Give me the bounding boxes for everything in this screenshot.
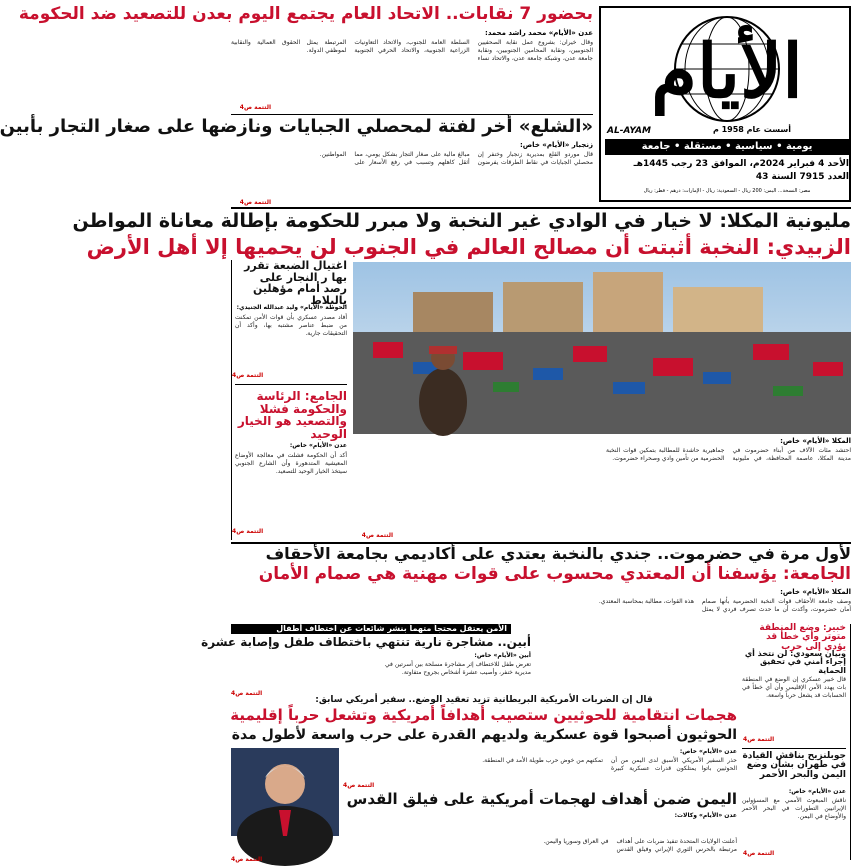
side-more: التتمة ص4 [743, 736, 775, 743]
ahqaf-headline-1: لأول مرة في حضرموت.. جندي بالنخبة يعتدي على أكاديمي بجامعة الأحقاف [265, 544, 851, 563]
houthi-headline-1: هجمات انتقامية للحوثيين ستصيب أهدافاً أمريكية وتشعل حرباً إقليمية [230, 706, 737, 724]
abyan-more: التتمة ص4 [231, 690, 263, 697]
masthead-price: مصر: النسخة... اليمن: 200 ريال - السعودية: ريال - الإمارات: درهم - قطر: ريال [643, 188, 811, 194]
rally-photo [353, 262, 851, 434]
houthi-source: عدن «الأيام» خاص: [679, 748, 737, 755]
side2-more: التتمة ص4 [743, 850, 775, 857]
masthead-tagline: يومية • سياسية • مستقلة • جامعة [605, 139, 849, 155]
main-headline-1: مليونية المكلا: لا خيار في الوادي غير النخبة ولا مبرر للحكومة بإطالة معاناة المواطن [72, 210, 851, 232]
divider [231, 114, 593, 115]
houthi-more: التتمة ص4 [343, 782, 375, 789]
side-headline-2: وبيان سعودي: لن نتخذ أي إجراء أمني في تحقيق الحماية [744, 649, 846, 675]
side2-body: ناقش المبعوث الأممي مع المسؤولين الإيرانيين التطورات في البحر الأحمر والأوضاع في اليمن. [742, 797, 846, 820]
traders-body: قال موردو القلع بمديرية زنجبار وخنفر إن محصلي الجبايات في نقاط الطرقات يفرضون مبالغ مالية على صغار التجار بشكل يومي، مما أثقل كاهلهم وتسبب في رفع الأسعار على المواطنين. [319, 151, 593, 166]
mahra-more: التتمة ص4 [232, 372, 264, 379]
top-story-source: عدن «الأيام» محمد راشد محمد: [485, 29, 593, 37]
mahra-headline: اغتيال الضبعة تقرر بها ر النجار على رصد أمام مؤهلين بالبلاط [244, 259, 347, 307]
side2-source: عدن «الأيام» خاص: [788, 788, 846, 795]
right-side-column [741, 624, 851, 860]
top-story-more: التتمة ص4 [239, 104, 271, 111]
quds-more: التتمة ص4 [231, 856, 263, 863]
left-column [231, 260, 351, 540]
side-headline-1: خبير: وضع المنطقة متوتر وأي خطأ قد يؤدي إلى حرب [759, 623, 846, 652]
nation-source: عدن «الأيام» خاص: [289, 442, 347, 449]
quds-body: أعلنت الولايات المتحدة تنفيذ ضربات على أهداف مرتبطة بالحرس الثوري الإيراني وفيلق القدس في العراق وسوريا واليمن. [543, 838, 737, 853]
nation-body: أكد أن الحكومة فشلت في معالجة الأوضاع المعيشية المتدهورة وأن الشارع الجنوبي سيتخذ الخيار الوحيد للتصعيد. [235, 452, 347, 475]
divider [742, 748, 846, 749]
traders-headline: «الشلع» أخر لفتة لمحصلي الجبايات ونازضها على صغار التجار بأبين [0, 116, 593, 137]
masthead-issue: العدد 7915 السنة 43 [755, 172, 849, 182]
ahqaf-body: وصف جامعة الأحقاف قوات النخبة الحضرمية بأنها صمام أمان حضرموت، وأكدت أن ما حدث تصرف فردي لا يمثل هذه القوات، مطالبة بمحاسبة المعتدي. [598, 598, 851, 613]
divider [231, 207, 851, 209]
traders-source: زنجبار «الأيام» خاص: [519, 141, 593, 149]
masthead-date: الأحد 4 فبراير 2024م، الموافق 23 رجب 1445هـ [633, 159, 849, 169]
houthi-body: حذر السفير الأمريكي الأسبق لدى اليمن من أن الحوثيين باتوا يمتلكون قدرات عسكرية كبيرة تمكنهم من خوض حرب طويلة الأمد في المنطقة. [482, 757, 737, 772]
masthead-name: الأيام [651, 29, 803, 115]
side-body: قال خبير عسكري إن الوضع في المنطقة بات يهدد الأمن الإقليمي وأن أي خطأ في الحسابات قد يشعل حرباً واسعة. [742, 676, 846, 699]
nation-more: التتمة ص4 [232, 528, 264, 535]
houthi-headline-2: الحوثيون أصبحوا قوة عسكرية ولديهم القدرة على حرب واسعة لأطول مدة [231, 727, 737, 743]
top-story-body: وقال خيران: بشروع عمل نقابة الصحفيين الجنوبيين، ونقابة المحامين الجنوبيين، ونقابة جامعة عدن، وشبكة جامعة عدن، والاتحاد نساء السلطة العامة للجنوب، والاتحاد التعاونيات الزراعية الجنوبية، والاتحاد الحرفي الجنوبية المرتبطة يمثل الحقوق العمالية والنقابية لموظفي الدولة. [231, 39, 593, 62]
masthead-founded: أسست عام 1958 م [712, 125, 791, 134]
side2-headline: جوبلنزيح يناقش القيادة في طهران بشأن وضع اليمن والبحر الأحمر [742, 751, 846, 780]
mahra-source: الحوطة «الأيام» وليد عبدالله الجنيدي: [236, 304, 347, 311]
main-headline-2: الزبيدي: النخبة أثبتت أن مصالح العالم في الجنوب لن يحميها إلا أهل الأرض [86, 235, 851, 259]
main-more: التتمة ص4 [361, 532, 393, 539]
ambassador-photo [231, 748, 339, 836]
top-story-headline: بحضور 7 نقابات.. الاتحاد العام يجتمع اليوم بعدن للتصعيد ضد الحكومة [18, 4, 593, 24]
quds-headline: اليمن ضمن أهداف لهجمات أمريكية على فيلق القدس [346, 790, 737, 808]
abyan-kicker: الأمن يعتقل محتجاً متهماً بنشر شائعات عن اختطاف أطفال [231, 624, 511, 634]
divider [235, 384, 347, 385]
abyan-source: أبين «الأيام» خاص: [474, 652, 531, 659]
nation-headline: الجامع: الرئاسة والحكومة فشلا والتصعيد هو الخيار الوحيد [237, 389, 347, 441]
mahra-body: أفاد مصدر عسكري بأن قوات الأمن تمكنت من ضبط عناصر مشتبه بها، وأكد أن التحقيقات جارية. [235, 314, 347, 337]
ahqaf-source: المكلا «الأيام» خاص: [780, 588, 851, 596]
masthead-latin: AL-AYAM [607, 126, 651, 136]
abyan-headline: أبين.. مشاجرة نارية تنتهي باختطاف طفل وإصابة عشرة [201, 635, 531, 649]
main-body: احتشد مئات الآلاف من أبناء حضرموت في مدينة المكلا، عاصمة المحافظة، في مليونية جماهيرية حاشدة للمطالبة بتمكين قوات النخبة الحضرمية من تأمين وادي وصحراء حضرموت. [606, 447, 851, 462]
ahqaf-headline-2: الجامعة: يؤسفنا أن المعتدي محسوب على قوات مهنية هي صمام الأمان [258, 564, 851, 584]
abyan-body: تعرض طفل للاختطاف إثر مشاجرة مسلحة بين أسرتين في مديرية خنفر، وأصيب عشرة أشخاص بجروح متفاوتة. [385, 661, 531, 676]
quds-source: عدن «الأيام» وكالات: [674, 812, 737, 819]
masthead [599, 6, 851, 202]
houthi-kicker: قال إن الضربات الأمريكية البريطانية تزيد تعقيد الوضع.. سفير أمريكي سابق: [315, 695, 653, 705]
main-source: المكلا «الأيام» خاص: [780, 437, 851, 445]
traders-more: التتمة ص4 [239, 199, 271, 206]
